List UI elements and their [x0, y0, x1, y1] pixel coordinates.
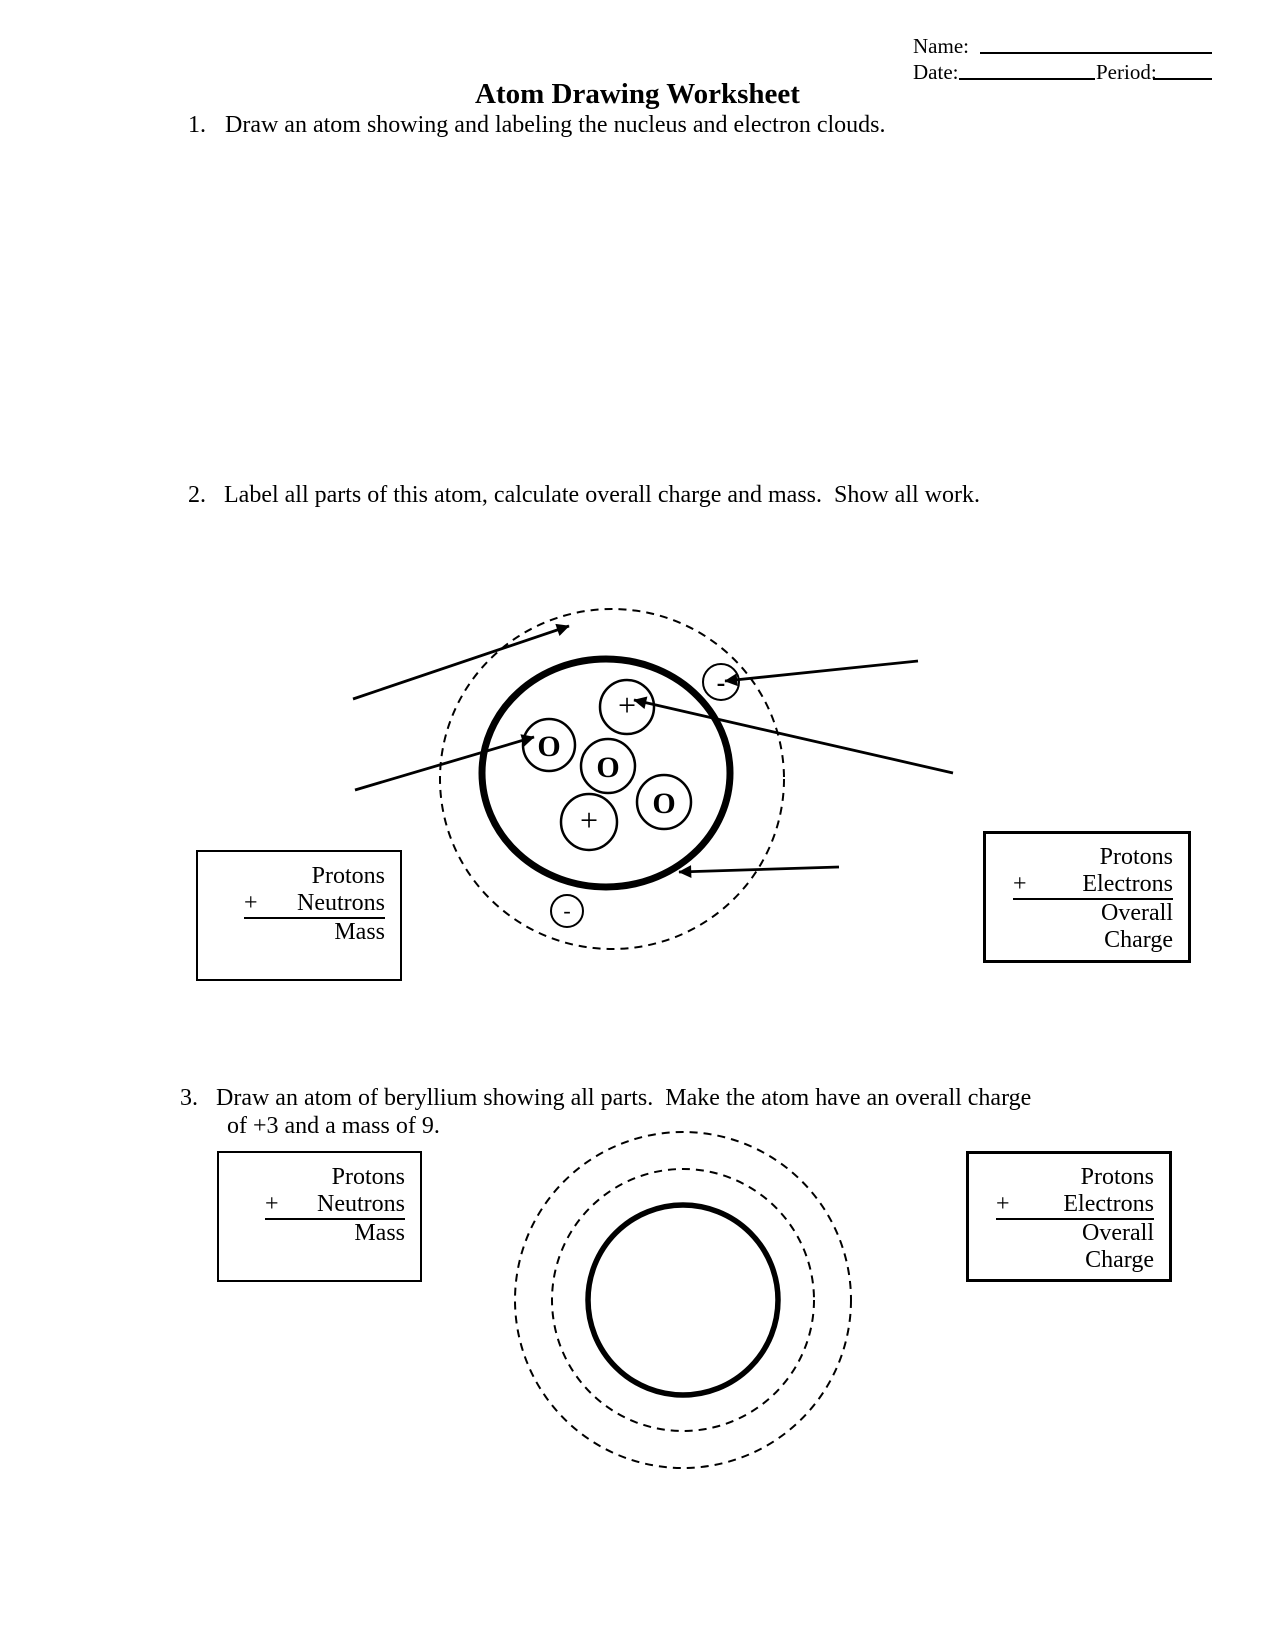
- q3-charge-box: [966, 1151, 1172, 1282]
- box-row-plus-neutrons: [244, 890, 385, 919]
- question-2-text: Label all parts of this atom, calculate overall charge and mass. Show all work.: [224, 482, 980, 508]
- q3-atom-diagram: [515, 1132, 851, 1468]
- question-2-number: 2.: [188, 482, 206, 508]
- box-row-protons: Protons: [311, 863, 385, 889]
- q3-inner-electron-ring: [552, 1169, 814, 1431]
- box-row-charge: Charge: [1104, 927, 1173, 953]
- page-title: Atom Drawing Worksheet: [475, 78, 800, 110]
- question-1-text: Draw an atom showing and labeling the nucleus and electron clouds.: [225, 112, 886, 138]
- question-3-text-line2: of +3 and a mass of 9.: [227, 1113, 440, 1139]
- question-3-text-line1: Draw an atom of beryllium showing all parts. Make the atom have an overall charge: [216, 1085, 1032, 1111]
- box-row-electrons: Electrons: [1063, 1191, 1154, 1217]
- date-label: Date:: [913, 60, 959, 84]
- plus-sign: +: [996, 1191, 1010, 1217]
- electron-label: -: [716, 668, 726, 697]
- name-label: Name:: [913, 34, 969, 58]
- plus-sign: +: [265, 1191, 279, 1217]
- q2-atom-diagram: [353, 609, 953, 949]
- arrow-to-nucleus: [679, 867, 839, 872]
- q3-outer-electron-ring: [515, 1132, 851, 1468]
- box-row-protons: Protons: [1080, 1164, 1154, 1190]
- box-row-overall: Overall: [1101, 900, 1173, 926]
- arrow-to-electron: [725, 661, 918, 681]
- q3-nucleus-circle: [588, 1205, 778, 1395]
- neutron-label: O: [652, 787, 676, 820]
- plus-sign: +: [244, 890, 258, 916]
- box-row-plus-electrons: [996, 1191, 1154, 1220]
- neutron-label: O: [537, 730, 561, 763]
- arrow-to-electron-cloud: [353, 626, 569, 699]
- box-row-overall: Overall: [1082, 1220, 1154, 1246]
- proton-label: +: [579, 802, 599, 838]
- question-3-number: 3.: [180, 1085, 198, 1111]
- question-1-number: 1.: [188, 112, 206, 138]
- box-row-mass: Mass: [334, 919, 385, 945]
- q3-mass-box: [217, 1151, 422, 1282]
- box-row-protons: Protons: [1099, 844, 1173, 870]
- period-label: Period:: [1096, 60, 1157, 84]
- box-row-mass: Mass: [354, 1220, 405, 1246]
- electron-label: -: [563, 898, 571, 923]
- plus-sign: +: [1013, 871, 1027, 897]
- box-row-charge: Charge: [1085, 1247, 1154, 1273]
- box-row-plus-electrons: [1013, 871, 1173, 900]
- box-row-neutrons: Neutrons: [297, 890, 385, 916]
- arrow-to-proton: [634, 700, 953, 773]
- box-row-electrons: Electrons: [1082, 871, 1173, 897]
- arrow-to-neutron: [355, 737, 534, 790]
- box-row-plus-neutrons: [265, 1191, 405, 1220]
- box-row-protons: Protons: [331, 1164, 405, 1190]
- neutron-label: O: [596, 751, 620, 784]
- box-row-neutrons: Neutrons: [317, 1191, 405, 1217]
- q2-charge-box: [983, 831, 1191, 963]
- q2-mass-box: [196, 850, 402, 981]
- proton-label: +: [617, 687, 637, 723]
